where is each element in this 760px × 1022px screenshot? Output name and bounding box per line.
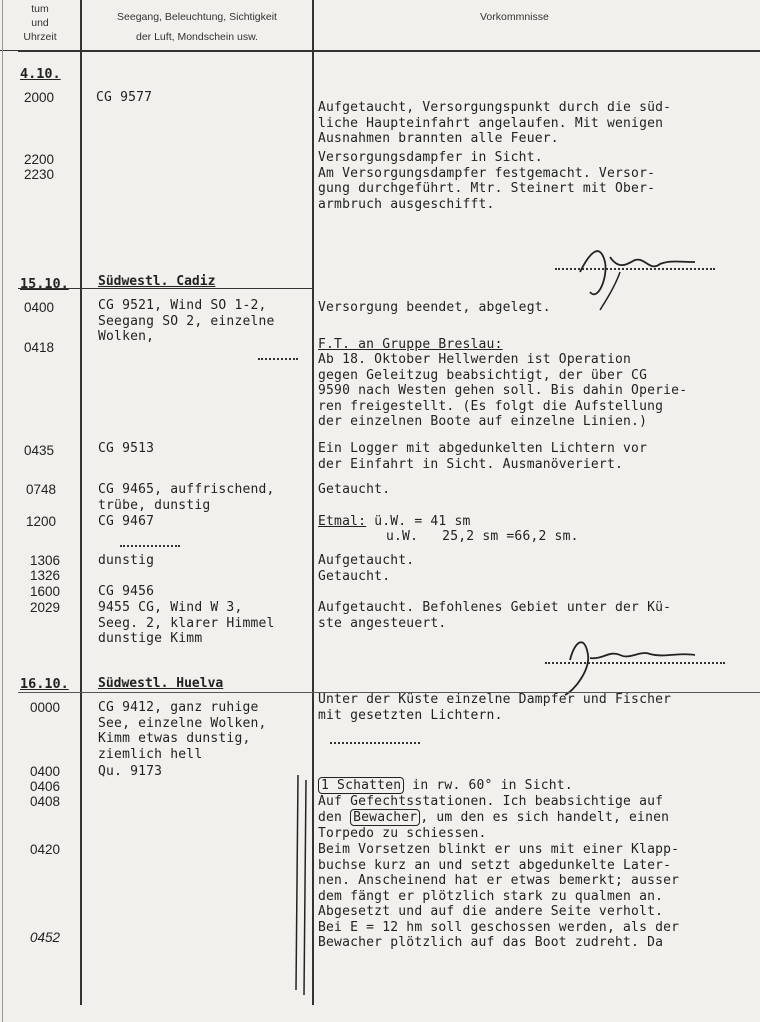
header-col2-line: Seegang, Beleuchtung, Sichtigkeit xyxy=(117,11,277,23)
conditions-0400: CG 9521, Wind SO 1-2, Seegang SO 2, einzelne Wolken, xyxy=(98,298,275,344)
time-1200: 1200 xyxy=(26,514,57,529)
header-conditions-column xyxy=(84,10,310,44)
conditions-0000: CG 9412, ganz ruhige See, einzelne Wolken, Kimm etwas dunstig, ziemlich hell xyxy=(98,700,267,762)
date-label: 16.10. xyxy=(20,676,69,692)
header-col1-line: Uhrzeit xyxy=(23,31,57,43)
time-2000: 2000 xyxy=(24,90,55,105)
header-col1-line: und xyxy=(31,17,49,29)
page-left-edge xyxy=(2,0,3,1022)
time-1600: 1600 xyxy=(30,584,61,599)
dotted-mark xyxy=(258,358,298,360)
event-0408-line2 xyxy=(318,810,669,826)
date-label: 4.10. xyxy=(20,66,61,82)
etmal-label: Etmal: xyxy=(318,514,367,529)
conditions-0400b: Qu. 9173 xyxy=(98,764,163,779)
event-0000: Unter der Küste einzelne Dampfer und Fischer mit gesetzten Lichtern. xyxy=(318,692,672,723)
header-col1-line: tum xyxy=(31,3,49,15)
signature-dotted-line xyxy=(545,662,725,664)
event-0435: Ein Logger mit abgedunkelten Lichtern vor der Einfahrt in Sicht. Ausmanöveriert. xyxy=(318,441,648,472)
event-2200: Versorgungsdampfer in Sicht. Am Versorgungsdampfer festgemacht. Versor- gung durchgeführt. Mtr. Steinert mit Ober- armbruch ausgeschifft. xyxy=(318,150,656,212)
time-0406: 0406 xyxy=(30,779,61,794)
time-1306: 1306 xyxy=(30,553,61,568)
time-2029: 2029 xyxy=(30,600,61,615)
event-0408-line3: Torpedo zu schiessen. xyxy=(318,826,487,841)
conditions-1306: dunstig xyxy=(98,553,155,568)
time-0400: 0400 xyxy=(30,764,61,779)
signature-dotted-line xyxy=(555,268,715,270)
header-col2-line: der Luft, Mondschein usw. xyxy=(136,31,258,43)
margin-bracket-lines xyxy=(288,770,318,1000)
signature-1 xyxy=(560,232,710,312)
event-0406 xyxy=(318,778,573,794)
conditions-2000: CG 9577 xyxy=(96,90,153,105)
time-2200: 2200 xyxy=(24,152,55,167)
conditions-1600: CG 9456 xyxy=(98,584,155,599)
time-0000: 0000 xyxy=(30,700,61,715)
event-0418: Ab 18. Oktober Hellwerden ist Operation gegen Geleitzug beabsichtigt, der über CG 9590 nach Westen gehen soll. Bis dahin Operie- ren freigestellt. (Es folgt die Aufstellung der einzelnen Boote auf einzelne Linien.) xyxy=(318,352,688,429)
column-divider-1 xyxy=(80,0,82,1005)
header-events-column: Vorkommnisse xyxy=(480,11,549,23)
shadow-box: 1 Schatten xyxy=(318,777,404,794)
time-1326: 1326 xyxy=(30,568,61,583)
event-0408-post: , um den es sich handelt, einen xyxy=(420,810,670,825)
time-0400: 0400 xyxy=(24,300,55,315)
time-0452: 0452 xyxy=(30,930,61,945)
event-0406-text: in rw. 60° in Sicht. xyxy=(404,778,573,793)
time-0408: 0408 xyxy=(30,794,61,809)
event-2000: Aufgetaucht, Versorgungspunkt durch die süd- liche Haupteinfahrt angelaufen. Mit wenigen Ausnahmen brannten alle Feuer. xyxy=(318,100,672,146)
event-0418-heading: F.T. an Gruppe Breslau: xyxy=(318,337,503,352)
event-1200-line1 xyxy=(318,514,471,530)
time-0420: 0420 xyxy=(30,842,61,857)
signature-2 xyxy=(530,630,720,700)
event-0420: Beim Vorsetzen blinkt er uns mit einer Klapp- buchse kurz an und setzt abgedunkelte Later- nen. Anscheinend hat er etwas bemerkt; ausser dem fängt er plötzlich stark zu qualmen an. Abgesetzt und auf die andere Seite verholt. Bei E = 12 hm soll geschossen werden, als der Bewacher plötzlich auf das Boot zudreht. Da xyxy=(318,842,680,950)
conditions-2029: 9455 CG, Wind W 3, Seeg. 2, klarer Himmel dunstige Kimm xyxy=(98,600,275,646)
conditions-0748: CG 9465, auffrischend, trübe, dunstig xyxy=(98,482,275,513)
time-0418: 0418 xyxy=(24,340,55,355)
bewacher-box: Bewacher xyxy=(350,809,420,826)
event-1200-line2: u.W. 25,2 sm =66,2 sm. xyxy=(386,529,579,544)
dotted-mark xyxy=(330,742,420,744)
event-0748: Getaucht. xyxy=(318,482,391,497)
event-1306: Aufgetaucht. Getaucht. xyxy=(318,553,415,584)
event-0408-line1: Auf Gefechtsstationen. Ich beabsichtige auf xyxy=(318,794,664,809)
header-rule xyxy=(18,50,760,52)
time-0435: 0435 xyxy=(24,443,55,458)
etmal-surface: ü.W. = 41 sm xyxy=(366,514,471,529)
conditions-1200: CG 9467 xyxy=(98,514,155,529)
location-heading: Südwestl. Cadiz xyxy=(98,274,216,289)
event-2029: Aufgetaucht. Befohlenes Gebiet unter der Kü- ste angesteuert. xyxy=(318,600,672,631)
event-0408-pre: den xyxy=(318,810,351,825)
time-2230: 2230 xyxy=(24,167,55,182)
dotted-mark xyxy=(120,545,180,547)
event-0400: Versorgung beendet, abgelegt. xyxy=(318,300,551,315)
conditions-0435: CG 9513 xyxy=(98,441,155,456)
location-heading: Südwestl. Huelva xyxy=(98,676,224,691)
header-date-column xyxy=(18,2,62,44)
date-label: 15.10. xyxy=(20,276,69,292)
time-0748: 0748 xyxy=(26,482,57,497)
